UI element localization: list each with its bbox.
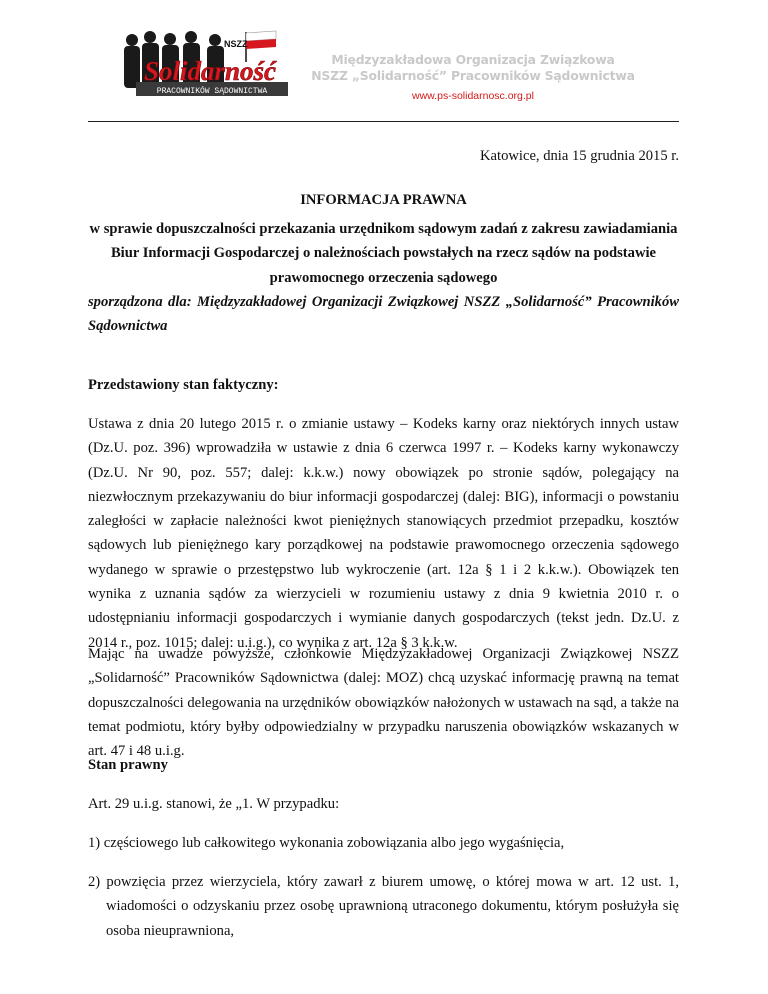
prepared-for: sporządzona dla: Międzyzakładowej Organizacji Związkowej NSZZ „Solidarność” Pracowników Sądownictwa (88, 294, 679, 335)
website-link[interactable]: www.ps-solidarnosc.org.pl (412, 90, 534, 102)
section-heading-law: Stan prawny (88, 757, 168, 773)
document-subject: w sprawie dopuszczalności przekazania urzędnikom sądowym zadań z zakresu zawiadamiania Biur Informacji Gospodarczej o należnościach powstałych na rzecz sądów na podstawie prawomocnego orzeczenia sądowego (89, 221, 678, 286)
logo-bottom-text: PRACOWNIKÓW SĄDOWNICTWA (156, 87, 268, 96)
paragraph-facts: Ustawa z dnia 20 lutego 2015 r. o zmianie ustawy – Kodeks karny oraz niektórych innych ustaw (Dz.U. poz. 396) wprowadziła w ustawie z dnia 6 czerwca 1997 r. – Kodeks karny wykonawczy (Dz.U. Nr 90, poz. 557; dalej: k.k.w.) nowy obowiązek po stronie sądów, polegający na niezwłocznym przekazywaniu do biur informacji gospodarczej (dalej: BIG), informacji o powstaniu zaległości w zapłacie należności kwot pieniężnych stanowiących przedmiot przepadku, kosztów sądowych lub pieniężnego kary porządkowej na podstawie prawomocnego orzeczenia sądowego wydanego w sprawie o przestępstwo lub wykroczenie (art. 12a § 1 i 2 k.k.w.). Obowiązek ten wynika z uznania sądów za wierzycieli w rozumieniu ustawy z dnia 9 kwietnia 2010 r. o udostępnianiu informacji gospodarczych i wymianie danych gospodarczych (tekst jedn. Dz.U. z 2014 r., poz. 1015; dalej: u.i.g.), co wynika z art. 12a § 3 k.k.w. (88, 416, 679, 651)
logo-top-text: NSZZ (224, 39, 248, 49)
organization-line-2: NSZZ „Solidarność” Pracowników Sądownictwa (311, 68, 635, 83)
paragraph-article-29: Art. 29 u.i.g. stanowi, że „1. W przypadku: (88, 796, 340, 812)
organization-name (308, 52, 638, 84)
date-line: Katowice, dnia 15 grudnia 2015 r. (480, 148, 679, 164)
list-item: 1) częściowego lub całkowitego wykonania zobowiązania albo jego wygaśnięcia, (88, 835, 565, 851)
logo-brand-text: Solidarność (143, 56, 277, 86)
list-item: 2) powzięcia przez wierzyciela, który zawarł z biurem umowę, o której mowa w art. 12 ust. 1, wiadomości o odzyskaniu przez osobę uprawnioną utraconego dokumentu, którym posłużyła się osoba nieuprawniona, (88, 874, 679, 939)
solidarnosc-logo (118, 28, 296, 108)
section-heading-facts: Przedstawiony stan faktyczny: (88, 377, 279, 393)
paragraph-request: Mając na uwadze powyższe, członkowie Międzyzakładowej Organizacji Związkowej NSZZ „Solidarność” Pracowników Sądownictwa (dalej: MOZ) chcą uzyskać informację prawną na temat dopuszczalności delegowania na urzędników obowiązków nałożonych w ustawach na sąd, a także na temat podmiotu, który byłby odpowiedzialny w przypadku naruszenia obowiązków wskazanych w art. 47 i 48 u.i.g. (88, 646, 679, 760)
document-title: INFORMACJA PRAWNA (300, 192, 467, 208)
header-divider (88, 121, 679, 122)
organization-line-1: Międzyzakładowa Organizacja Związkowa (331, 52, 615, 67)
